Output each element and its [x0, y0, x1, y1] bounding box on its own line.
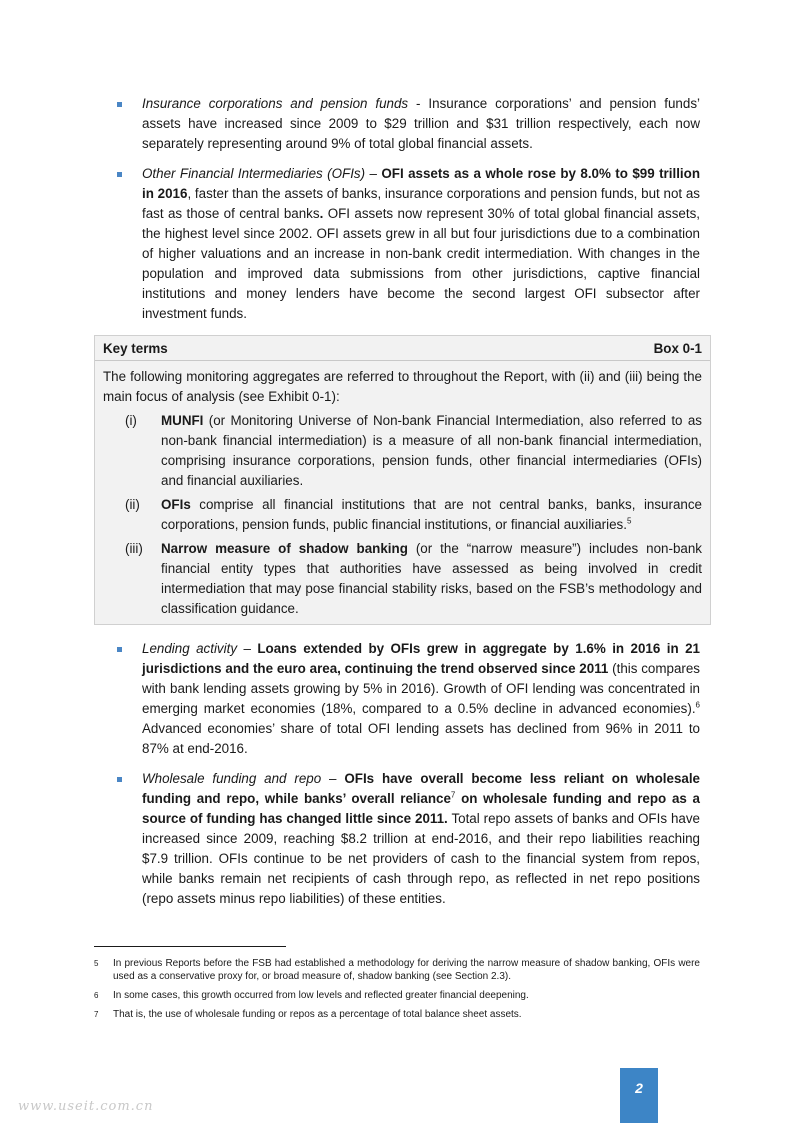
term-number: (i) [125, 413, 137, 428]
footnote-item [94, 957, 700, 983]
footnote-ref[interactable]: 6 [695, 700, 700, 710]
bullet-marker [117, 647, 122, 652]
bullet-lead: Lending activity [142, 641, 238, 656]
watermark: www.useit.com.cn [18, 1099, 154, 1114]
bullet-lead: Insurance corporations and pension funds [142, 96, 409, 111]
footnote-ref[interactable]: 5 [626, 516, 632, 526]
footnote-text: In previous Reports before the FSB had established a methodology for deriving the narrow measure of shadow banking, OFIs were used as a conservative proxy for, or broad measure of, shadow banking (see Section 2.3). [113, 958, 700, 982]
footnote-text: In some cases, this growth occurred from low levels and reflected greater financial deepening. [113, 990, 529, 1001]
bullet-text: Insurance corporations’ and pension funds’ assets have increased since 2009 to $29 trillion and $31 trillion respectively, each now separately representing around 9% of total global financial assets. [142, 96, 700, 151]
footnotes [94, 957, 700, 1027]
bullet-ofis: Other Financial Intermediaries (OFIs) – OFI assets as a whole rose by 8.0% to $99 trillion in 2016, faster than the assets of banks, insurance corporations and pension funds, but not as fast as those of central banks. OFI assets now represent 30% of total global financial assets, the highest level since 2002. OFI assets grew in all but four jurisdictions due to a combination of higher valuations and an increase in non-bank credit intermediation. With changes in the population and improved data submissions from other jurisdictions, captive financial institutions and money lenders have become the second largest OFI subsector after investment funds. [114, 164, 700, 324]
box-divider [95, 360, 710, 361]
term-munfi: (i) MUNFI (or Monitoring Universe of Non-bank Financial Intermediation, also referred to as non-bank financial intermediation) is a measure of all non-bank financial intermediation, comprising insurance corporations, pension funds, other financial intermediaries (OFIs) and financial auxiliaries. [125, 413, 702, 488]
bullet-marker [117, 777, 122, 782]
footnote-number: 6 [94, 991, 99, 1000]
bullet-list-top [114, 94, 700, 324]
bullet-list-bottom [114, 639, 700, 909]
page-number: 2 [620, 1068, 658, 1123]
footnote-number: 5 [94, 959, 99, 968]
box-label: Box 0-1 [653, 341, 702, 356]
bullet-wholesale-funding: Wholesale funding and repo – OFIs have overall become less reliant on wholesale funding and repo, while banks’ overall reliance$^7$ on wholesale funding and repo as a source of funding has changed little since 2011. Total repo assets of banks and OFIs have increased since 2009, reaching $8.2 trillion at end-2016, and their repo liabilities reaching $7.9 trillion. OFIs continue to be net providers of cash to the financial system from repos, while banks remain net recipients of cash through repo, as reflected in net repo positions (repo assets minus repo liabilities) of these entities. [114, 769, 700, 909]
key-terms-box [94, 335, 711, 625]
footnote-divider [94, 946, 286, 947]
bullet-marker [117, 102, 122, 107]
bullet-lead: Other Financial Intermediaries (OFIs) [142, 166, 366, 181]
bullet-lead: Wholesale funding and repo [142, 771, 322, 786]
bullet-lending-activity: Lending activity – Loans extended by OFIs grew in aggregate by 1.6% in 2016 in 21 jurisdictions and the euro area, continuing the trend observed since 2011 (this compares with bank lending assets growing by 5% in 2016). Growth of OFI lending was concentrated in emerging market economies (18%, compared to a 0.5% decline in advanced economies).$^6$ Advanced economies’ share of total OFI lending assets has declined from 96% in 2011 to 87% at end-2016. [114, 639, 700, 759]
term-number: (iii) [125, 541, 143, 556]
footnote-number: 7 [94, 1010, 99, 1019]
term-ofis: (ii) OFIs comprise all financial institutions that are not central banks, banks, insurance corporations, pension funds, public financial institutions, or financial auxiliaries.$^5$ [125, 497, 702, 532]
footnote-ref[interactable]: 7 [450, 790, 456, 800]
term-narrow-measure: (iii) Narrow measure of shadow banking (or the “narrow measure”) includes non-bank financial entity types that authorities have assessed as being involved in credit intermediation that may pose financial stability risks, based on the FSB’s methodology and classification guidance. [125, 541, 702, 616]
box-header [103, 338, 702, 360]
box-intro: The following monitoring aggregates are referred to throughout the Report, with (ii) and (iii) being the main focus of analysis (see Exhibit 0-1): [103, 369, 702, 404]
term-number: (ii) [125, 497, 140, 512]
box-title: Key terms [103, 341, 168, 356]
footnote-item [94, 1008, 700, 1021]
bullet-marker [117, 172, 122, 177]
footnote-text: That is, the use of wholesale funding or repos as a percentage of total balance sheet assets. [113, 1009, 522, 1020]
footnote-item [94, 989, 700, 1002]
bullet-insurance-pension: Insurance corporations and pension funds - Insurance corporations’ and pension funds’ assets have increased since 2009 to $29 trillion and $31 trillion respectively, each now separately representing around 9% of total global financial assets. [114, 94, 700, 154]
